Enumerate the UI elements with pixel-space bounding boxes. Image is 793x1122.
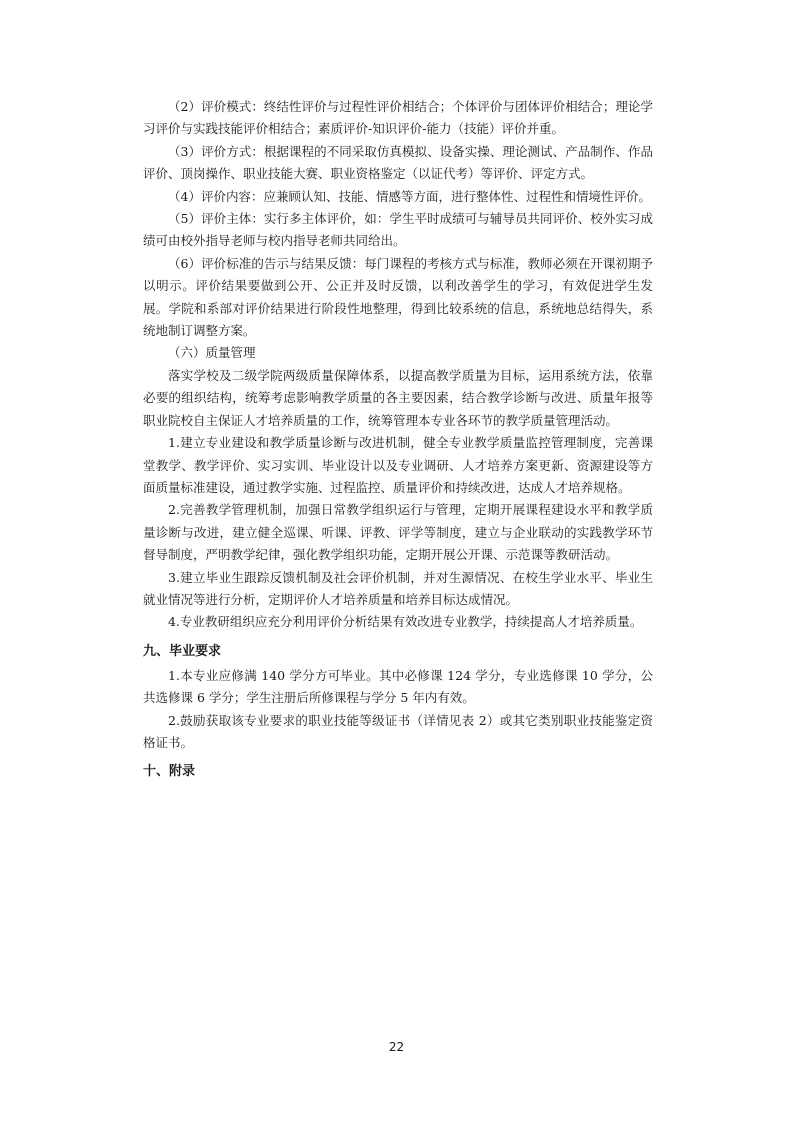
graduation-requirement-2: 2.鼓励获取该专业要求的职业技能等级证书（详情见表 2）或其它类别职业技能鉴定资格证书。 bbox=[143, 712, 653, 750]
graduation-requirement-1: 1.本专业应修满 140 学分方可毕业。其中必修课 124 学分，专业选修课 10 学分，公共选修课 6 学分；学生注册后所修课程与学分 5 年内有效。 bbox=[143, 667, 653, 706]
eval-content-paragraph: （4）评价内容：应兼顾认知、技能、情感等方面，进行整体性、过程性和情境性评价。 bbox=[168, 188, 651, 204]
eval-method-paragraph: （3）评价方式：根据课程的不同采取仿真模拟、设备实操、理论测试、产品制作、作品评价、顶岗操作、职业技能大赛、职业资格鉴定（以证代考）等评价、评定方式。 bbox=[143, 143, 653, 182]
section-9-heading: 九、毕业要求 bbox=[143, 643, 222, 659]
page-number: 22 bbox=[388, 1040, 405, 1054]
quality-item-1: 1.建立专业建设和教学质量诊断与改进机制，健全专业教学质量监控管理制度，完善课堂教学、教学评价、实习实训、毕业设计以及专业调研、人才培养方案更新、资源建设等方面质量标准建设，通过教学实施、过程监控、质量评价和持续改进，达成人才培养规格。 bbox=[143, 435, 653, 495]
quality-intro-paragraph: 落实学校及二级学院两级质量保障体系，以提高教学质量为目标，运用系统方法，依靠必要的组织结构，统筹考虑影响教学质量的各主要因素，结合教学诊断与改进、质量年报等职业院校自主保证人才培养质量的工作，统筹管理本专业各环节的教学质量管理活动。 bbox=[143, 367, 653, 428]
quality-item-4: 4.专业教研组织应充分利用评价分析结果有效改进专业教学，持续提高人才培养质量。 bbox=[168, 614, 643, 630]
page-content bbox=[143, 96, 653, 783]
section-10-heading: 十、附录 bbox=[143, 764, 196, 780]
eval-subject-paragraph: （5）评价主体：实行多主体评价，如：学生平时成绩可与辅导员共同评价、校外实习成绩可由校外指导老师与校内指导老师共同给出。 bbox=[143, 211, 653, 249]
quality-management-subtitle: （六）质量管理 bbox=[168, 345, 256, 361]
quality-item-3: 3.建立毕业生跟踪反馈机制及社会评价机制，并对生源情况、在校生学业水平、毕业生就业情况等进行分析，定期评价人才培养质量和培养目标达成情况。 bbox=[143, 569, 653, 607]
eval-mode-paragraph: （2）评价模式：终结性评价与过程性评价相结合；个体评价与团体评价相结合；理论学习评价与实践技能评价相结合；素质评价-知识评价-能力（技能）评价并重。 bbox=[143, 99, 653, 137]
eval-notice-paragraph: （6）评价标准的告示与结果反馈：每门课程的考核方式与标准，教师必须在开课初期予以明示。评价结果要做到公开、公正并及时反馈，以利改善学生的学习，有效促进学生发展。学院和系部对评价结果进行阶段性地整理，得到比较系统的信息，系统地总结得失，系统地制订调整方案。 bbox=[143, 255, 653, 339]
quality-item-2: 2.完善教学管理机制，加强日常教学组织运行与管理，定期开展课程建设水平和教学质量诊断与改进，建立健全巡课、听课、评教、评学等制度，建立与企业联动的实践教学环节督导制度，严明教学纪律，强化教学组织功能，定期开展公开课、示范课等教研活动。 bbox=[143, 502, 653, 563]
